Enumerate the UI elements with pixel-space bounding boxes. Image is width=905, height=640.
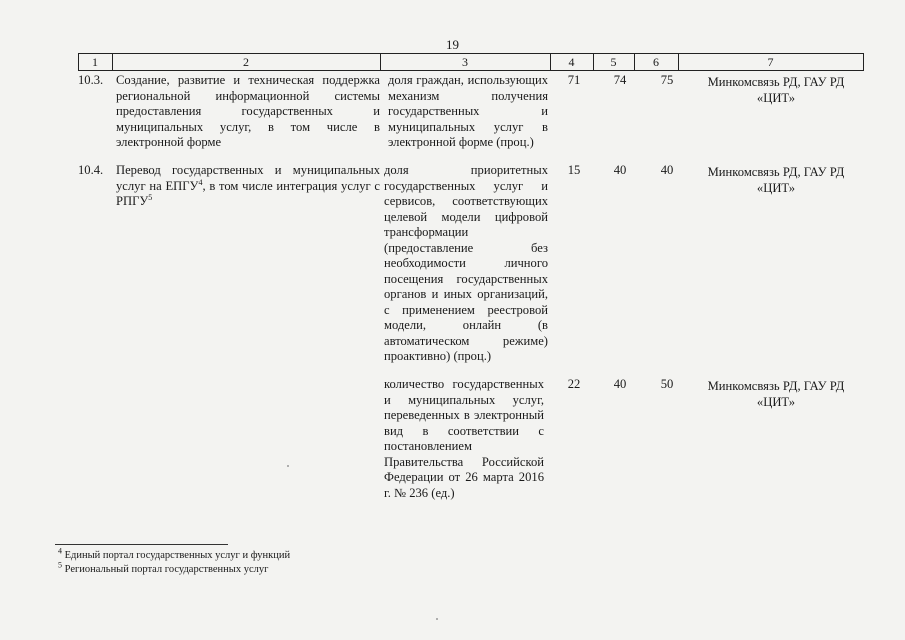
row-indicator: доля приоритетных государственных услуг и сервисов, соответствующих целевой модели цифровой трансформации (предоставление без необходимости личного посещения государственных органов и иных организаций, с применением реестровой модели, онлайн (в автоматическом режиме) проактивно) (проц.) (384, 163, 548, 363)
footnote-ref: 4 (198, 177, 203, 187)
row-name: Создание, развитие и техническая поддержка региональной информационной системы предоставления государственных и муниципальных услуг, в том числе в электронной форме (116, 73, 380, 149)
table-header (78, 53, 864, 71)
header-cell-1: 1 (92, 55, 98, 69)
col-divider (863, 53, 864, 71)
page-number: 19 (446, 37, 459, 52)
footnote-separator (55, 544, 228, 545)
header-cell-5: 5 (610, 55, 617, 69)
header-cell-6: 6 (653, 55, 659, 69)
row-name (116, 163, 380, 210)
row-value-col6: 75 (660, 73, 674, 87)
row-value-col5: 40 (613, 163, 627, 177)
footnote-mark: 4 (58, 546, 62, 556)
row-indicator: доля граждан, использующих механизм получения государственных и муниципальных услуг в электронной форме (проц.) (388, 73, 548, 149)
header-cell-2: 2 (243, 55, 249, 69)
row-value-col5: 40 (613, 377, 627, 391)
footnote-text: Единый портал государственных услуг и функций (64, 550, 291, 561)
footnote (58, 546, 291, 562)
row-responsible: Минкомсвязь РД, ГАУ РД «ЦИТ» (707, 379, 845, 409)
row-value-col6: 50 (660, 377, 674, 391)
row-name-text: Перевод государственных и муниципальных услуг на ЕПГУ (116, 163, 380, 193)
footnote (58, 560, 269, 576)
scan-speck (436, 618, 438, 620)
row-value-col4: 15 (567, 163, 581, 177)
row-id: 10.3. (78, 73, 104, 87)
row-value-col6: 40 (660, 163, 674, 177)
header-bottom-rule (78, 70, 864, 71)
footnote-mark: 5 (58, 560, 62, 570)
row-name-text: , в том числе интеграция услуг с РПГУ (116, 178, 380, 208)
row-responsible: Минкомсвязь РД, ГАУ РД «ЦИТ» (707, 165, 845, 195)
row-id: 10.4. (78, 163, 104, 177)
row-value-col4: 71 (567, 73, 581, 87)
row-value-col5: 74 (613, 73, 627, 87)
row-indicator: количество государственных и муниципальных услуг, переведенных в электронный вид в соответствии с постановлением Правительства Российской Федерации от 26 марта 2016 г. № 236 (ед.) (384, 377, 544, 500)
footnote-text: Региональный портал государственных услуг (64, 564, 269, 575)
footnote-ref: 5 (148, 192, 153, 202)
header-cell-3: 3 (462, 55, 468, 69)
header-cell-4: 4 (568, 55, 575, 69)
row-value-col4: 22 (567, 377, 581, 391)
row-responsible: Минкомсвязь РД, ГАУ РД «ЦИТ» (707, 75, 845, 105)
scan-speck (287, 465, 289, 467)
header-cell-7: 7 (767, 55, 774, 69)
